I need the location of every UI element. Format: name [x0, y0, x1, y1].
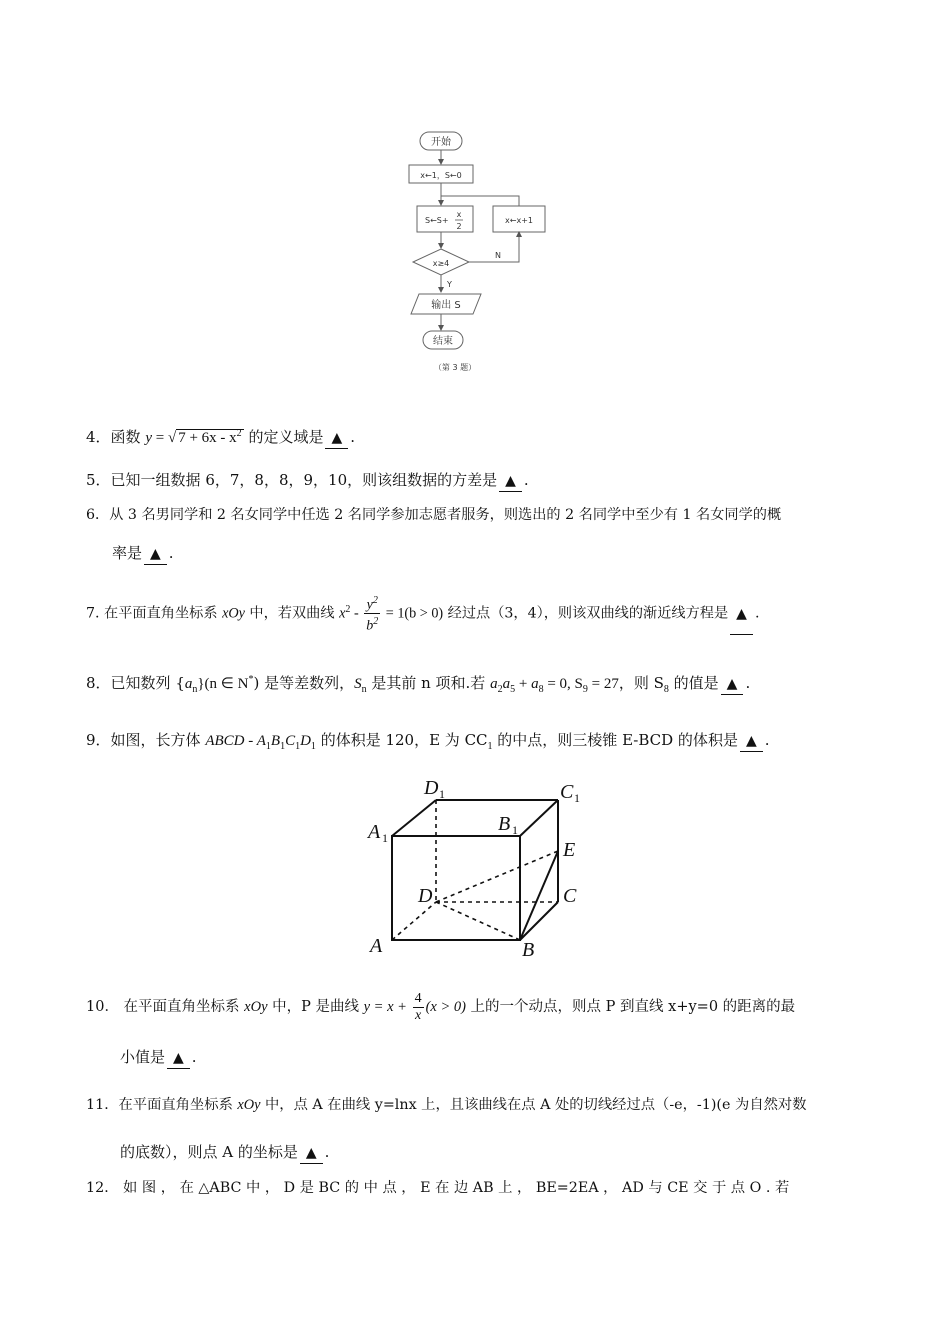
label-D: D — [418, 885, 433, 907]
flow-frac-num: x — [456, 210, 462, 219]
radical-expression: $7 + 6x - x^2$ — [178, 428, 242, 446]
answer-blank[interactable]: ▲ — [144, 543, 167, 565]
flow-no-label: N — [495, 251, 501, 260]
label-C1: C — [560, 781, 574, 803]
problem-10: 10． 在平面直角坐标系 xOy 中，P 是曲线 y = x + $\frac{4}{x}$ (x > 0) 上的一个动点，则点 P 到直线 x+y=0 的距离的最 — [86, 990, 796, 1023]
flow-sum-label: S←S+ — [425, 216, 449, 225]
label-D1: D — [424, 777, 439, 799]
flow-decision-label: x≥4 — [432, 259, 450, 268]
fraction-y2-b2: $\frac{y^2}{b^2}$ — [366, 594, 379, 634]
problem-number: 4． — [86, 428, 111, 446]
flowchart-svg — [395, 120, 565, 385]
svg-text:1: 1 — [439, 787, 445, 801]
problem-11: 11．在平面直角坐标系 xOy 中，点 A 在曲线 y=lnx 上，且该曲线在点 A 处的切线经过点（-e，-1)(e 为自然对数 — [86, 1097, 807, 1113]
problem-12: 12． 如 图 ， 在 △ABC 中 ， D 是 BC 的 中 点 ， E 在 边 AB 上 ， BE=2EA ， AD 与 CE 交 于 点 O . 若 — [86, 1180, 790, 1196]
problem-6-line2: 率是 ▲ . — [112, 543, 174, 565]
flow-output-label: 输出 S — [431, 300, 461, 311]
svg-text:1: 1 — [512, 823, 518, 837]
answer-blank[interactable]: ▲ — [730, 594, 753, 635]
problem-6: 6．从 3 名男同学和 2 名女同学中任选 2 名同学参加志愿者服务，则选出的 2 名同学中至少有 1 名女同学的概 — [86, 507, 782, 523]
flow-yes-label: Y — [447, 280, 452, 289]
label-B: B — [522, 939, 535, 961]
answer-blank[interactable]: ▲ — [300, 1142, 323, 1164]
label-A: A — [370, 935, 383, 957]
svg-text:1: 1 — [382, 831, 388, 845]
label-C: C — [563, 885, 577, 907]
flow-end-label: 结束 — [433, 336, 453, 347]
problem-5: 5．已知一组数据 6，7，8，8，9，10，则该组数据的方差是 ▲ . — [86, 470, 529, 492]
label-A1: A — [368, 821, 381, 843]
answer-blank[interactable]: ▲ — [740, 730, 763, 752]
problem-10-line2: 小值是 ▲ . — [120, 1047, 197, 1069]
problem-11-line2: 的底数），则点 A 的坐标是 ▲ . — [120, 1142, 329, 1164]
flow-caption: （第 3 题） — [433, 363, 477, 372]
cuboid-svg — [360, 772, 600, 962]
answer-blank[interactable]: ▲ — [325, 427, 348, 449]
answer-blank[interactable]: ▲ — [721, 673, 744, 695]
answer-blank[interactable]: ▲ — [499, 470, 522, 492]
label-E: E — [563, 839, 576, 861]
fraction-4-x: $\frac{4}{x}$ — [414, 990, 422, 1023]
flowchart-figure — [395, 120, 565, 385]
problem-9: 9．如图，长方体 ABCD - $A_1B_1C_1D_1$ 的体积是 120，E 为 $CC_1$ 的中点，则三棱锥 E-BCD 的体积是 ▲ . — [86, 731, 770, 752]
flow-frac-den: 2 — [456, 222, 462, 231]
flow-init-label: x←1，S←0 — [420, 171, 462, 180]
answer-blank[interactable]: ▲ — [167, 1047, 190, 1069]
problem-7: 7. 在平面直角坐标系 xOy 中，若双曲线 $x^2$ - $\frac{y^2}{b^2}$ = 1(b > 0) 经过点（3，4），则该双曲线的渐近线方程是 ▲ . — [86, 594, 760, 634]
flow-increment-label: x←x+1 — [505, 216, 533, 225]
problem-8: 8．已知数列 $\{a_n\}(n$ ∈ N*) 是等差数列，$S_n$ 是其前 n 项和.若 $a_2a_5 + a_8 = 0$, $S_9 = 27$，则 $S_8$ 的值是 ▲ . — [86, 674, 751, 695]
svg-text:1: 1 — [574, 791, 580, 805]
cuboid-figure — [360, 772, 600, 962]
problem-4: 4．函数 y = √ $7 + 6x - x^2$ 的定义域是 ▲ . — [86, 424, 355, 449]
label-B1: B — [498, 813, 511, 835]
flow-start-label: 开始 — [431, 137, 451, 148]
